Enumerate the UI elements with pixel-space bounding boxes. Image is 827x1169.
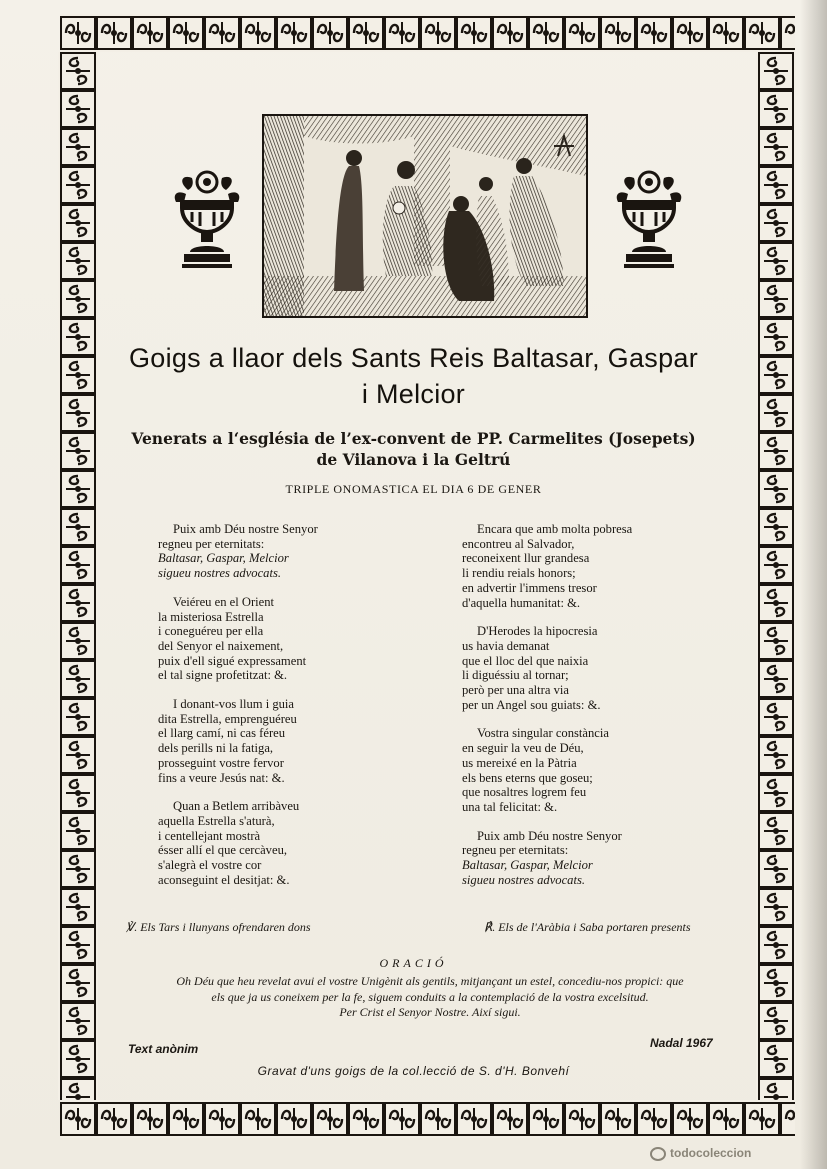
verse-line: Baltasar, Gaspar, Melcior [462, 858, 593, 873]
verse-line: ésser allí el que cercàveu, [158, 843, 288, 858]
oracio-heading: ORACIÓ [379, 956, 448, 970]
subtitle-line-2: de Vilanova i la Geltrú [316, 450, 511, 469]
verse-line: que nosaltres logrem feu [462, 785, 587, 800]
ornamental-border-bottom [60, 1100, 795, 1138]
adoration-of-the-magi-engraving [262, 114, 588, 318]
verse-stanza [462, 726, 722, 814]
verse-line: Encara que amb molta pobresa [477, 522, 633, 536]
verse-line: del Senyor el naixement, [158, 638, 284, 653]
verse-line: Puix amb Déu nostre Senyor [477, 828, 622, 843]
oracio-line: Oh Déu que heu revelat avui el vostre Unigènit als gentils, mitjançant un estel, concediu-nos propici: que [176, 974, 684, 988]
verse-line: D'Herodes la hipocresia [477, 624, 598, 639]
verse-line: en advertir l'immens tresor [462, 580, 597, 595]
verse-line: per un Angel sou guiats: &. [462, 697, 601, 712]
title-line-1: Goigs a llaor dels Sants Reis Baltasar, Gaspar [128, 343, 699, 373]
oracio-text [140, 974, 720, 1021]
verse-line: i centellejant mostrà [158, 828, 261, 843]
title-line-2: i Melcior [361, 379, 466, 409]
verse-stanza [158, 697, 418, 785]
verse-line: Baltasar, Gaspar, Melcior [158, 551, 289, 566]
verse-line: regneu per eternitats: [158, 536, 265, 551]
verse-line: i coneguéreu per ella [158, 624, 264, 639]
versicle-caption: ℣. Els Tars i llunyans ofrendaren dons [126, 920, 311, 934]
verse-line: dels perills ni la fatiga, [158, 741, 274, 756]
verse-line: puix d'ell sigué expressament [158, 653, 307, 668]
verse-line: el tal signe profetitzat: &. [158, 668, 288, 683]
verse-line: li rendiu reials honors; [462, 566, 576, 581]
ornamental-border-left [58, 52, 98, 1100]
verse-line: reconeixent llur grandesa [462, 551, 590, 566]
watermark-text: todocoleccion [670, 1146, 752, 1160]
engraving-credit: Gravat d'uns goigs de la col.lecció de S. d'H. Bonvehí [257, 1064, 570, 1078]
verse-line: aquella Estrella s'aturà, [158, 813, 275, 828]
verse-line: Quan a Betlem arribàveu [173, 799, 300, 814]
verse-stanza [158, 799, 418, 887]
verse-line: en seguir la veu de Déu, [462, 741, 584, 756]
verse-line: però per una altra via [462, 683, 569, 698]
verse-stanza [462, 522, 722, 610]
verse-line: Veiéreu en el Orient [173, 594, 275, 609]
verse-line: I donant-vos llum i guia [173, 697, 295, 712]
verse-line: sigueu nostres advocats. [158, 566, 282, 581]
verse-line: els bens eterns que goseu; [462, 770, 593, 785]
verse-line: que el lloc del que naixia [462, 653, 589, 668]
oracio-line: Per Crist el Senyor Nostre. Així sigui. [339, 1005, 521, 1019]
flower-urn-right-icon [610, 160, 688, 270]
verse-line: la misteriosa Estrella [158, 609, 264, 624]
watermark [650, 1146, 751, 1161]
verse-stanza [158, 522, 418, 581]
date-note: Nadal 1967 [650, 1036, 713, 1050]
verse-line: una tal felicitat: &. [462, 799, 558, 814]
verse-stanza [158, 595, 418, 683]
verse-line: prosseguint vostre fervor [158, 755, 284, 770]
verse-line: us mereixé en la Pàtria [462, 755, 577, 770]
oracio-line: els que ja us coneixem per la fe, siguem conduits a la contemplació de la vostra excelsitud. [211, 989, 649, 1004]
ornamental-border-top [60, 14, 795, 52]
subtitle-line-1: Venerats a l‘església de l’ex-convent de PP. Carmelites (Josepets) [131, 429, 696, 448]
verse-line: us havia demanat [462, 638, 550, 653]
page-title [100, 340, 727, 412]
verse-line: d'aquella humanitat: &. [462, 595, 581, 610]
verses-left-column [158, 522, 418, 901]
verse-line: dita Estrella, emprenguéreu [158, 711, 297, 726]
verse-line: encontreu al Salvador, [462, 536, 575, 551]
flower-urn-left-icon [168, 160, 246, 270]
verse-line: sigueu nostres advocats. [462, 872, 586, 887]
response-caption: ℟. Els de l'Aràbia i Saba portaren presents [484, 920, 691, 934]
verse-line: Vostra singular constància [477, 726, 609, 741]
verse-line: Puix amb Déu nostre Senyor [173, 522, 318, 536]
watermark-logo-icon [650, 1147, 666, 1161]
triple-onomastica-note: TRIPLE ONOMASTICA EL DIA 6 DE GENER [285, 482, 542, 496]
verse-stanza [462, 624, 722, 712]
page-edge-shadow [800, 0, 827, 1169]
verse-stanza [462, 829, 722, 888]
verse-line: el llarg camí, ni cas féreu [158, 726, 286, 741]
verse-line: s'alegrà el vostre cor [158, 858, 262, 873]
verse-line: aconseguint el desitjat: &. [158, 872, 290, 887]
verse-line: fins a veure Jesús nat: &. [158, 770, 285, 785]
text-author-note: Text anònim [128, 1042, 199, 1056]
ornamental-border-right [756, 52, 796, 1100]
verse-line: regneu per eternitats: [462, 843, 569, 858]
subtitle [100, 428, 727, 470]
verse-line: li diguéssiu al tornar; [462, 668, 569, 683]
verses-right-column [462, 522, 722, 901]
